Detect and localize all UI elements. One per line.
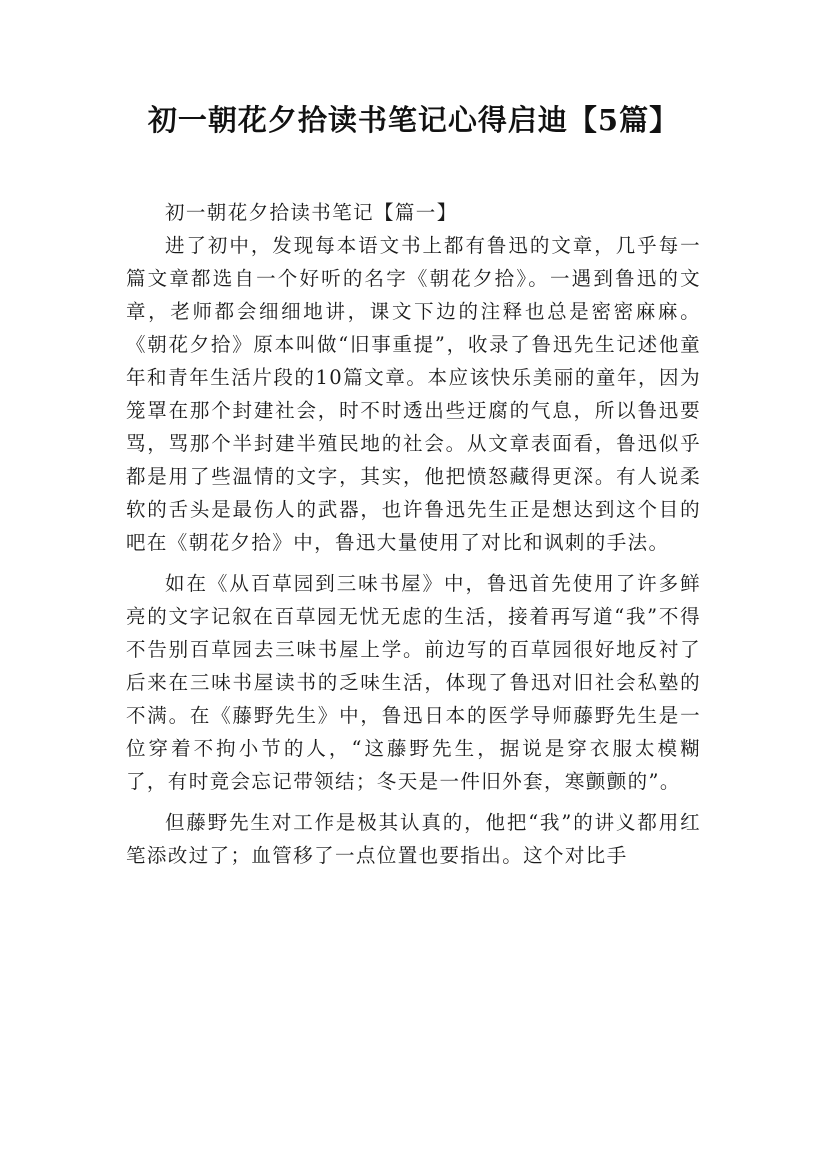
document-title: 初一朝花夕拾读书笔记心得启迪【5篇】	[147, 103, 680, 137]
paragraph-1: 进了初中，发现每本语文书上都有鲁迅的文章，几乎每一篇文章都选自一个好听的名字《朝花夕拾》。一遇到鲁迅的文章，老师都会细细地讲，课文下边的注释也总是密密麻麻。《朝花夕拾》原本叫做“旧事重提”，收录了鲁迅先生记述他童年和青年生活片段的10篇文章。本应该快乐美丽的童年，因为笼罩在那个封建社会，时不时透出些迂腐的气息，所以鲁迅要骂，骂那个半封建半殖民地的社会。从文章表面看，鲁迅似乎都是用了些温情的文字，其实，他把愤怒藏得更深。有人说柔软的舌头是最伤人的武器，也许鲁迅先生正是想达到这个目的吧在《朝花夕拾》中，鲁迅大量使用了对比和讽刺的手法。	[126, 234, 701, 554]
paragraph-2: 如在《从百草园到三味书屋》中，鲁迅首先使用了许多鲜亮的文字记叙在百草园无忧无虑的生活，接着再写道“我”不得不告别百草园去三味书屋上学。前边写的百草园很好地反衬了后来在三味书屋读书的乏味生活，体现了鲁迅对旧社会私塾的不满。在《藤野先生》中，鲁迅日本的医学导师藤野先生是一位穿着不拘小节的人，“这藤野先生，据说是穿衣服太模糊了，有时竟会忘记带领结；冬天是一件旧外套，寒颤颤的”。	[126, 572, 701, 793]
document-body	[126, 196, 701, 872]
section-heading: 初一朝花夕拾读书笔记【篇一】	[165, 201, 458, 224]
paragraph-3: 但藤野先生对工作是极其认真的，他把“我”的讲义都用红笔添改过了；血管移了一点位置也要指出。这个对比手	[126, 811, 701, 867]
